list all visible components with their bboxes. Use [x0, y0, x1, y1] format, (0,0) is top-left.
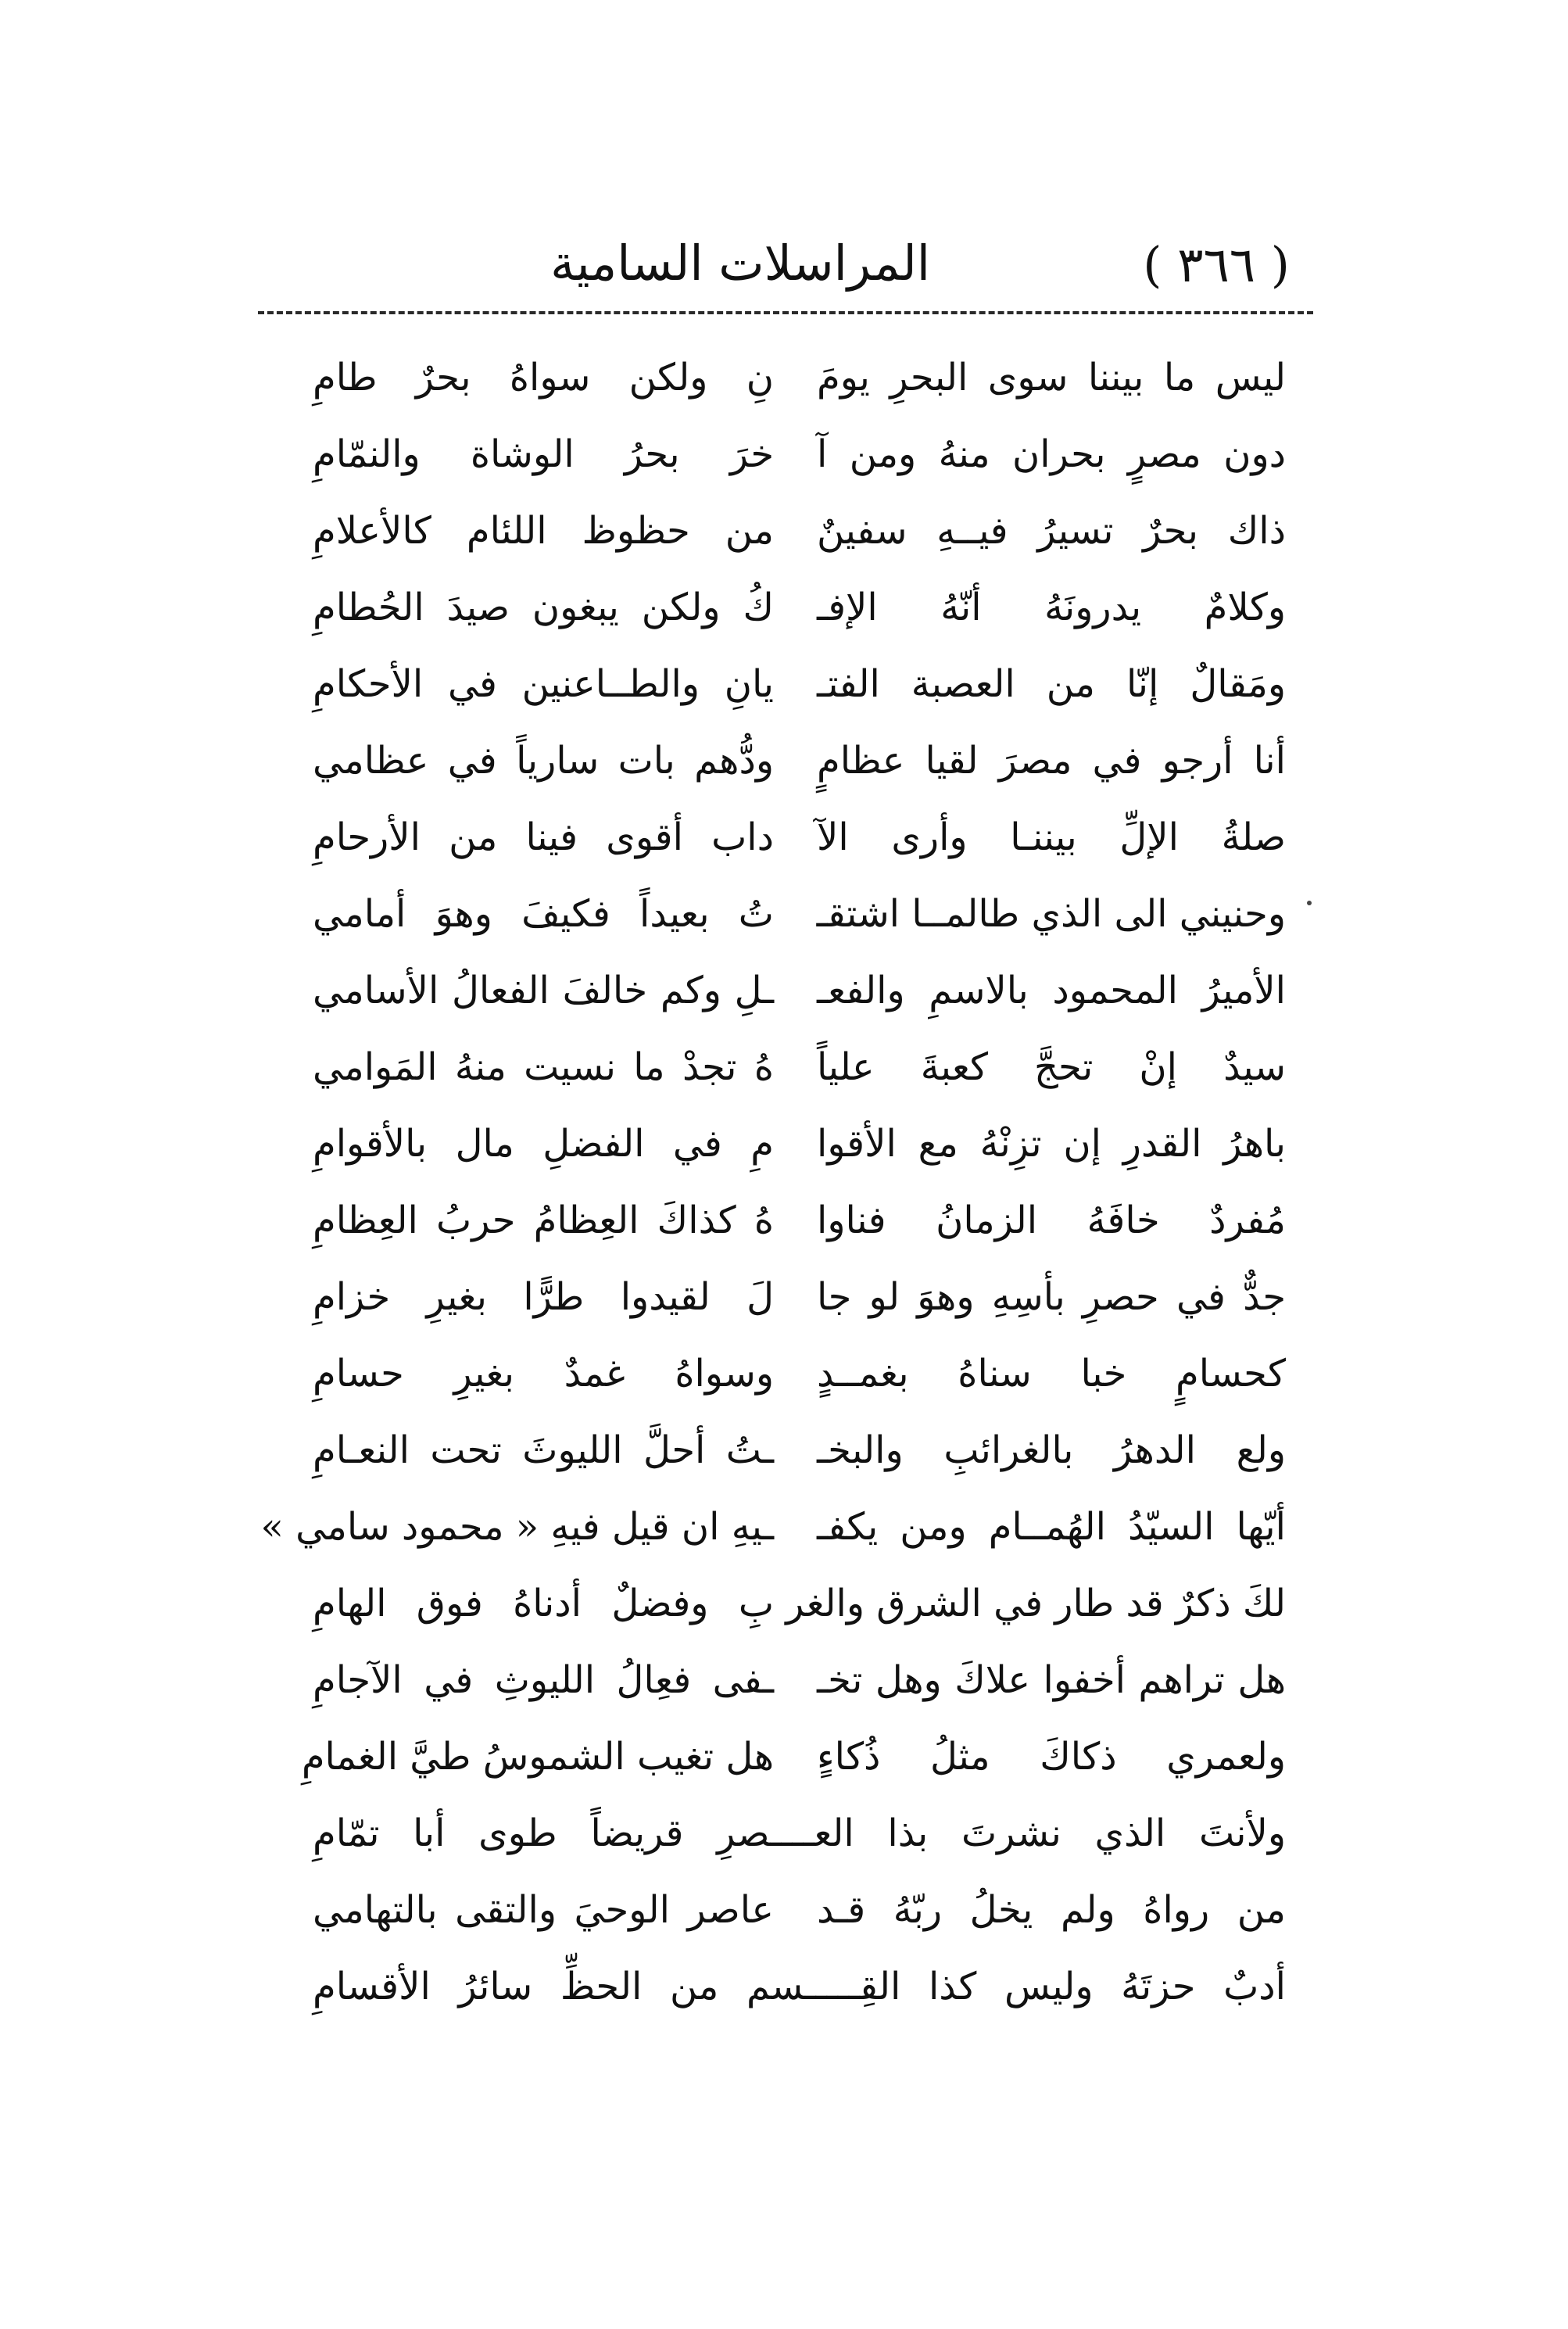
verse-first-hemistich: هل تراهم أخفوا علاكَ وهل تخـ — [817, 1658, 1286, 1702]
verse-16 — [260, 1493, 1286, 1570]
verse-8 — [313, 880, 1286, 957]
verse-14 — [313, 1340, 1286, 1417]
verse-first-hemistich: لكَ ذكرٌ قد طار في الشرق والغر — [786, 1582, 1286, 1625]
verse-second-hemistich: نِ ولكن سواهُ بحرٌ طامِ — [313, 356, 774, 400]
verse-first-hemistich: ولعمري ذكاكَ مثلُ ذُكاءٍ — [817, 1735, 1286, 1779]
verse-12 — [313, 1187, 1286, 1263]
verse-5 — [313, 650, 1286, 727]
verse-first-hemistich: صلةُ الإلِّ بيننـا وأرى الآ — [817, 815, 1286, 859]
verse-second-hemistich: كُ ولكن يبغون صيدَ الحُطامِ — [313, 586, 774, 629]
verse-second-hemistich: هُ تجدْ ما نسيت منهُ المَوامي — [313, 1045, 774, 1089]
verse-second-hemistich: عاصر الوحيَ والتقى بالتهامي — [313, 1888, 774, 1932]
verse-first-hemistich: سيدٌ إنْ تحجَّ كعبةَ علياً — [817, 1045, 1286, 1089]
verse-full-line: ولأنتَ الذي نشرتَ بذا العــــصرِ قريضاً طوى أبا تمّامِ — [313, 1811, 1286, 1855]
verse-first-hemistich: أيّها السيّدُ الهُمــام ومن يكفـ — [817, 1505, 1286, 1549]
verse-first-hemistich: الأميرُ المحمود بالاسمِ والفعـ — [817, 969, 1286, 1012]
verse-second-hemistich: ـتُ أحلَّ الليوثَ تحت النعـامِ — [313, 1428, 774, 1472]
verse-first-hemistich: دون مصرٍ بحران منهُ ومن آ — [817, 432, 1286, 476]
verse-13 — [313, 1263, 1286, 1340]
verse-18 — [313, 1646, 1286, 1723]
verse-22 — [313, 1953, 1286, 2030]
margin-speck — [1307, 901, 1312, 905]
verse-first-hemistich: باهرُ القدرِ إن تزِنْهُ مع الأقوا — [817, 1122, 1286, 1166]
verse-first-hemistich: وكلامٌ يدرونَهُ أنّهُ الإفـ — [817, 586, 1286, 629]
running-title: المراسلات السامية — [550, 235, 930, 292]
verse-first-hemistich: من رواهُ ولم يخلُ ربّهُ قـد — [817, 1888, 1286, 1932]
poem-body — [260, 344, 1286, 2030]
verse-first-hemistich: مُفردٌ خافَهُ الزمانُ فناوا — [817, 1199, 1286, 1242]
verse-4 — [313, 574, 1286, 650]
verse-first-hemistich: ذاك بحرٌ تسيرُ فيــهِ سفينٌ — [817, 509, 1286, 553]
verse-9 — [313, 957, 1286, 1034]
verse-20 — [313, 1800, 1286, 1876]
verse-3 — [313, 497, 1286, 574]
verse-second-hemistich: من حظوظ اللئام كالأعلامِ — [313, 509, 774, 553]
verse-second-hemistich: هل تغيب الشموسُ طيَّ الغمامِ — [301, 1735, 774, 1779]
verse-6 — [313, 727, 1286, 804]
verse-19 — [301, 1723, 1286, 1800]
verse-first-hemistich: ليس ما بيننا سوى البحرِ يومَ — [817, 356, 1286, 400]
verse-second-hemistich: لَ لقيدوا طرًّا بغيرِ خزامِ — [313, 1275, 774, 1319]
verse-21 — [313, 1876, 1286, 1953]
header-rule — [258, 311, 1313, 314]
verse-second-hemistich: داب أقوى فينا من الأرحامِ — [313, 815, 774, 859]
verse-1 — [313, 344, 1286, 421]
verse-second-hemistich: تُ بعيداً فكيفَ وهوَ أمامي — [313, 892, 774, 936]
verse-second-hemistich: وسواهُ غمدٌ بغيرِ حسامِ — [313, 1352, 774, 1396]
verse-17 — [313, 1570, 1286, 1646]
verse-second-hemistich: بِ وفضلٌ أدناهُ فوق الهامِ — [313, 1582, 774, 1625]
verse-first-hemistich: وحنيني الى الذي طالمــا اشتقـ — [816, 892, 1286, 936]
verse-first-hemistich: ومَقالٌ إنّا من العصبة الفتـ — [817, 662, 1286, 706]
verse-7 — [313, 804, 1286, 880]
verse-second-hemistich: مِ في الفضلِ مال بالأقوامِ — [313, 1122, 774, 1166]
verse-full-line: أدبٌ حزتَهُ وليس كذا القِـــــسم من الحظِّ سائرُ الأقسامِ — [313, 1965, 1286, 2008]
verse-second-hemistich: ـلِ وكم خالفَ الفعالُ الأسامي — [313, 969, 774, 1012]
page-header — [266, 228, 1298, 306]
verse-second-hemistich: يانِ والطــاعنين في الأحكامِ — [313, 662, 774, 706]
verse-11 — [313, 1110, 1286, 1187]
verse-second-hemistich: ـيهِ ان قيل فيهِ « محمود سامي » — [260, 1505, 774, 1549]
page-number: ( ٣٦٦ ) — [1143, 236, 1290, 293]
verse-first-hemistich: جدٌّ في حصرِ بأسِهِ وهوَ لو جا — [817, 1275, 1286, 1319]
verse-first-hemistich: ولع الدهرُ بالغرائبِ والبخـ — [817, 1428, 1286, 1472]
verse-2 — [313, 421, 1286, 497]
verse-second-hemistich: ـفى فعِالُ الليوثِ في الآجامِ — [313, 1658, 774, 1702]
verse-first-hemistich: أنا أرجو في مصرَ لقيا عظامٍ — [817, 739, 1286, 783]
verse-second-hemistich: ودُّهم بات سارياً في عظامي — [313, 739, 774, 783]
verse-second-hemistich: خرَ بحرُ الوشاة والنمّامِ — [313, 432, 774, 476]
verse-second-hemistich: هُ كذاكَ العِظامُ حربُ العِظامِ — [313, 1199, 774, 1242]
verse-10 — [313, 1034, 1286, 1110]
verse-15 — [313, 1417, 1286, 1493]
verse-first-hemistich: كحسامٍ خبا سناهُ بغمــدٍ — [817, 1352, 1286, 1396]
